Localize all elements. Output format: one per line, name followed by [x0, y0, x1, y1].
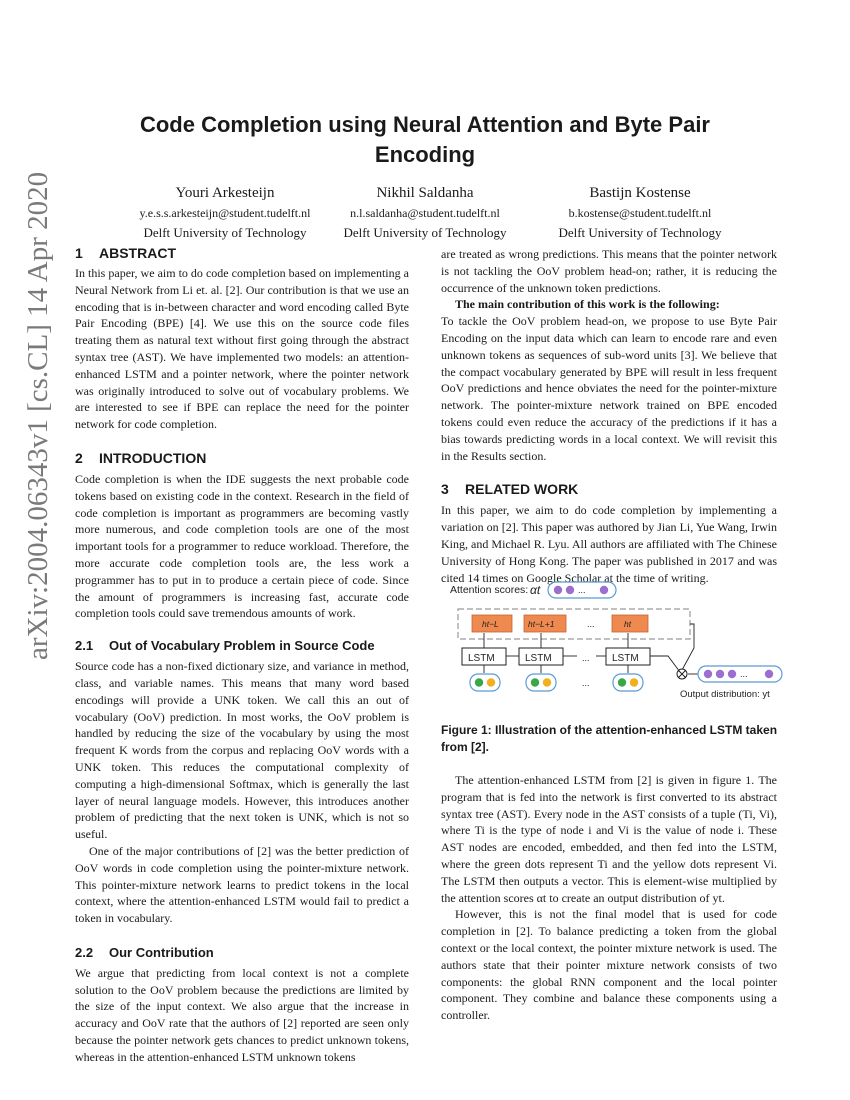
input-token-pair — [470, 674, 500, 691]
subsection-heading-oov: 2.1 Out of Vocabulary Problem in Source Code — [75, 638, 375, 654]
oov-paragraph-1: Source code has a non-fixed dictionary size, and variance in method, class, and variable names. This means that many word based encodings will provide a UNK token. We call this an out of vocabulary (OoV) prediction. In most works, the OoV problem is handled by reducing the size of the vocabulary by using the most frequent K words from the corpus and replacing OoV words with a UNK token. This reduces the computational complexity of computing a high-dimensional Softmax, which is generally the last layer of neural language models. However, this introduces another problem of predicting that the next token is UNK, which is not so useful. — [75, 659, 409, 842]
author-name: Nikhil Saldanha — [376, 185, 474, 201]
svg-text:LSTM: LSTM — [612, 653, 639, 664]
contribution-paragraph: We argue that predicting from local context is not a complete solution to the OoV problem because the predictions are limited by the size of the input context. We also argue that the increase in accuracy and OoV rate that the authors of [2] reported are seen only because the pointer network gets chances to predict unknown tokens, whereas in the attention-enhanced LSTM unknown tokens — [75, 965, 409, 1064]
subsection-heading-contribution: 2.2 Our Contribution — [75, 944, 214, 960]
input-token-pair — [526, 674, 556, 691]
figure-description-paragraph: The attention-enhanced LSTM from [2] is given in figure 1. The program that is fed into the network is first converted to its abstract syntax tree (AST). Every node in the AST consists of a tuple (Ti, Vi), where Ti is the type of node i and Vi is the value of node i. These AST nodes are encoded, embedded, and then fed into the LSTM, where the green dots represent Ti and the yellow dots represent Vi. The LSTM then outputs a vector. This is element-wise multiplied by the attention scores αt to create an output distribution of yt. — [441, 773, 777, 905]
contribution-continued-paragraph: are treated as wrong predictions. This means that the pointer network is not tackling the OoV problem head-on; rather, it is reducing the occurrence of the unknown token predictions. — [441, 247, 777, 295]
attention-lstm-figure — [444, 576, 784, 706]
section-heading-introduction: 2 INTRODUCTION — [75, 449, 207, 466]
arxiv-identifier: arXiv:2004.06343v1 [cs.CL] 14 Apr 2020 — [22, 171, 54, 660]
svg-text:ht−L+1: ht−L+1 — [528, 619, 555, 629]
author-email: n.l.saldanha@student.tudelft.nl — [350, 206, 500, 220]
svg-text:...: ... — [578, 585, 586, 595]
author-affiliation: Delft University of Technology — [343, 225, 507, 240]
main-contribution-heading: The main contribution of this work is the following: — [455, 297, 720, 312]
author-1 — [110, 182, 340, 242]
svg-text:ht: ht — [624, 619, 632, 629]
svg-text:...: ... — [740, 669, 748, 679]
right-column-lower — [441, 772, 777, 1024]
left-column — [75, 244, 409, 1066]
author-2 — [310, 182, 540, 242]
author-email: y.e.s.s.arkesteijn@student.tudelft.nl — [139, 206, 311, 220]
svg-text:...: ... — [587, 619, 595, 629]
attention-dot — [554, 586, 562, 594]
paper-title: Code Completion using Neural Attention and Byte Pair Encoding — [139, 112, 710, 167]
output-distribution-label: Output distribution: yt — [680, 689, 770, 700]
attention-dot — [600, 586, 608, 594]
svg-text:LSTM: LSTM — [525, 653, 552, 664]
value-dot — [487, 678, 495, 686]
svg-text:ht−L: ht−L — [482, 619, 499, 629]
intro-paragraph: Code completion is when the IDE suggests the next probable code tokens based on existing code in the context. Research in the field of code completion is important as programmers are becoming vastly more numerous, and code completion tools are one of the most important tools for a programmer to reduce workload. Therefore, the more accurate code completion tools are, the less work a programmer has to put in to produce a certain piece of code. Since the amount of programmers is increasing fast, accurate code completion tools could save tremendous amounts of work. — [75, 471, 409, 621]
author-name: Bastijn Kostense — [589, 185, 691, 201]
main-contribution-paragraph: To tackle the OoV problem head-on, we propose to use Byte Pair Encoding on the input data which can learn to encode rare and even unknown tokens as sequences of sub-word units [3]. We believe that the compact vocabulary generated by BPE will result in less frequent OoV predictions and hence obviates the need for the pointer-mixture network. The pointer-mixture network trained on BPE encoded tokens could even reduce the accuracy of the predictions if it has a bias towards predicting words in a local context. We will revisit this in the Results section. — [441, 314, 777, 463]
author-affiliation: Delft University of Technology — [143, 225, 307, 240]
svg-text:...: ... — [582, 653, 590, 663]
type-dot — [618, 678, 626, 686]
related-work-paragraph: In this paper, we aim to do code completion by implementing a variation on [2]. This paper was authored by Jian Li, Yue Wang, Irwin King, and Michael R. Lyu. All authors are affiliated with The Chinese University of Hong Kong. The paper was published in 2017 and was cited 14 times on Google Scholar at the time of writing. — [441, 503, 777, 585]
svg-text:LSTM: LSTM — [468, 653, 495, 664]
svg-text:...: ... — [582, 678, 590, 688]
type-dot — [475, 678, 483, 686]
type-dot — [531, 678, 539, 686]
value-dot — [543, 678, 551, 686]
abstract-paragraph: In this paper, we aim to do code completion based on implementing a Neural Network from Li et. al. [2]. Our contribution is that we use an encoding that is in-between character and word encoding called Byte Pair Encoding (BPE) [4]. We use this on the source code files treating them as natural text without first going through the abstract syntax tree (AST). We have implemented two models: an attention-enhanced LSTM and a pointer network, where the pointer network was originally introduced to solve out of vocabulary problems. We are interested to see if BPE can replace the need for the pointer network for code completion. — [75, 266, 409, 432]
right-column — [441, 246, 777, 586]
author-email: b.kostense@student.tudelft.nl — [568, 206, 712, 220]
oov-paragraph-2: One of the major contributions of [2] was the better prediction of OoV words in code completion using the pointer-mixture network. This pointer-mixture network learns to predict tokens in the local context, where the attention-enhanced LSTM would fail to predict a token in vocabulary. — [75, 843, 409, 926]
figure-caption: Figure 1: Illustration of the attention-enhanced LSTM taken from [2]. — [441, 723, 778, 754]
attention-dot — [566, 586, 574, 594]
author-3 — [525, 182, 755, 242]
value-dot — [630, 678, 638, 686]
pointer-mixture-paragraph: However, this is not the final model that is used for code completion in [2]. To balance predicting a token from the global context or the local context, the pointer mixture network is used. The authors state that their pointer mixture network consists of two components: the global RNN component and the local pointer component. They combine and balance these components using a controller. — [441, 907, 777, 1023]
author-affiliation: Delft University of Technology — [558, 225, 722, 240]
section-heading-related-work: 3 RELATED WORK — [441, 481, 579, 498]
input-token-pair — [613, 674, 643, 691]
alpha-label: αt — [530, 583, 541, 597]
attention-scores-label: Attention scores: — [450, 584, 529, 596]
section-heading-abstract: 1 ABSTRACT — [75, 245, 176, 261]
author-name: Youri Arkesteijn — [175, 185, 275, 201]
